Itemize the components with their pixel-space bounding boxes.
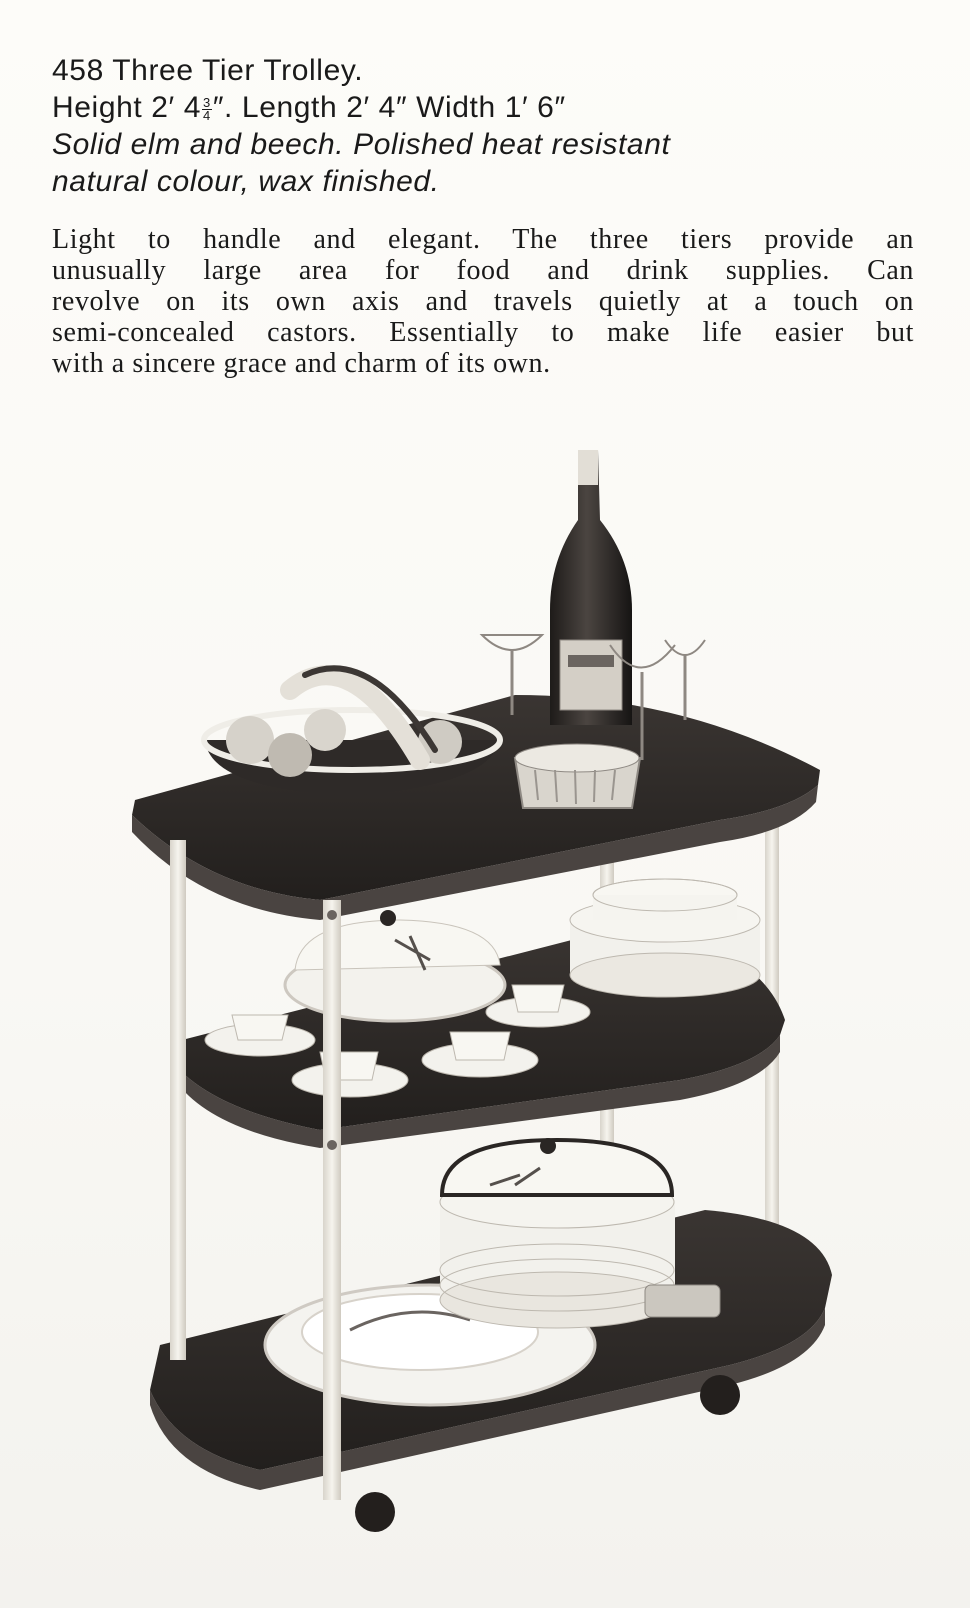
- wine-bottle: [550, 450, 632, 725]
- tureen-and-plates: [440, 1138, 675, 1328]
- castor: [355, 1492, 395, 1532]
- height-fraction: [202, 94, 212, 123]
- top-tier: [132, 450, 820, 920]
- height-label: Height 2′ 4: [52, 91, 201, 124]
- fraction-denominator: 4: [202, 107, 211, 123]
- glass-ashtray: [645, 1285, 720, 1317]
- description-line: semi-concealed castors. Essentially to make life easier but: [52, 317, 914, 348]
- bottom-tier: [150, 1138, 832, 1532]
- description-line: revolve on its own axis and travels quietly at a touch on: [52, 286, 914, 317]
- front-leg: [323, 900, 341, 1500]
- material-line-1: Solid elm and beech. Polished heat resistant: [52, 128, 671, 161]
- product-spec: [52, 52, 952, 200]
- plate-stack: [570, 879, 760, 997]
- description-line: Light to handle and elegant. The three tiers provide an: [52, 224, 914, 255]
- middle-tier: [175, 879, 785, 1148]
- dimensions-rest: ″. Length 2′ 4″ Width 1′ 6″: [212, 91, 566, 124]
- trolley-illustration: [120, 440, 840, 1550]
- front-leg: [170, 840, 186, 1360]
- product-title: 458 Three Tier Trolley.: [52, 54, 364, 87]
- description-line: with a sincere grace and charm of its own.: [52, 348, 551, 379]
- glass-dish: [515, 744, 640, 808]
- trolley-photo: [120, 440, 840, 1550]
- product-dimensions: [52, 89, 952, 126]
- fraction-numerator: 3: [202, 94, 211, 110]
- material-line-2: natural colour, wax finished.: [52, 165, 440, 198]
- product-description: [52, 224, 914, 379]
- description-line: unusually large area for food and drink supplies. Can: [52, 255, 914, 286]
- castor: [700, 1375, 740, 1415]
- fruit-bowl: [204, 668, 500, 795]
